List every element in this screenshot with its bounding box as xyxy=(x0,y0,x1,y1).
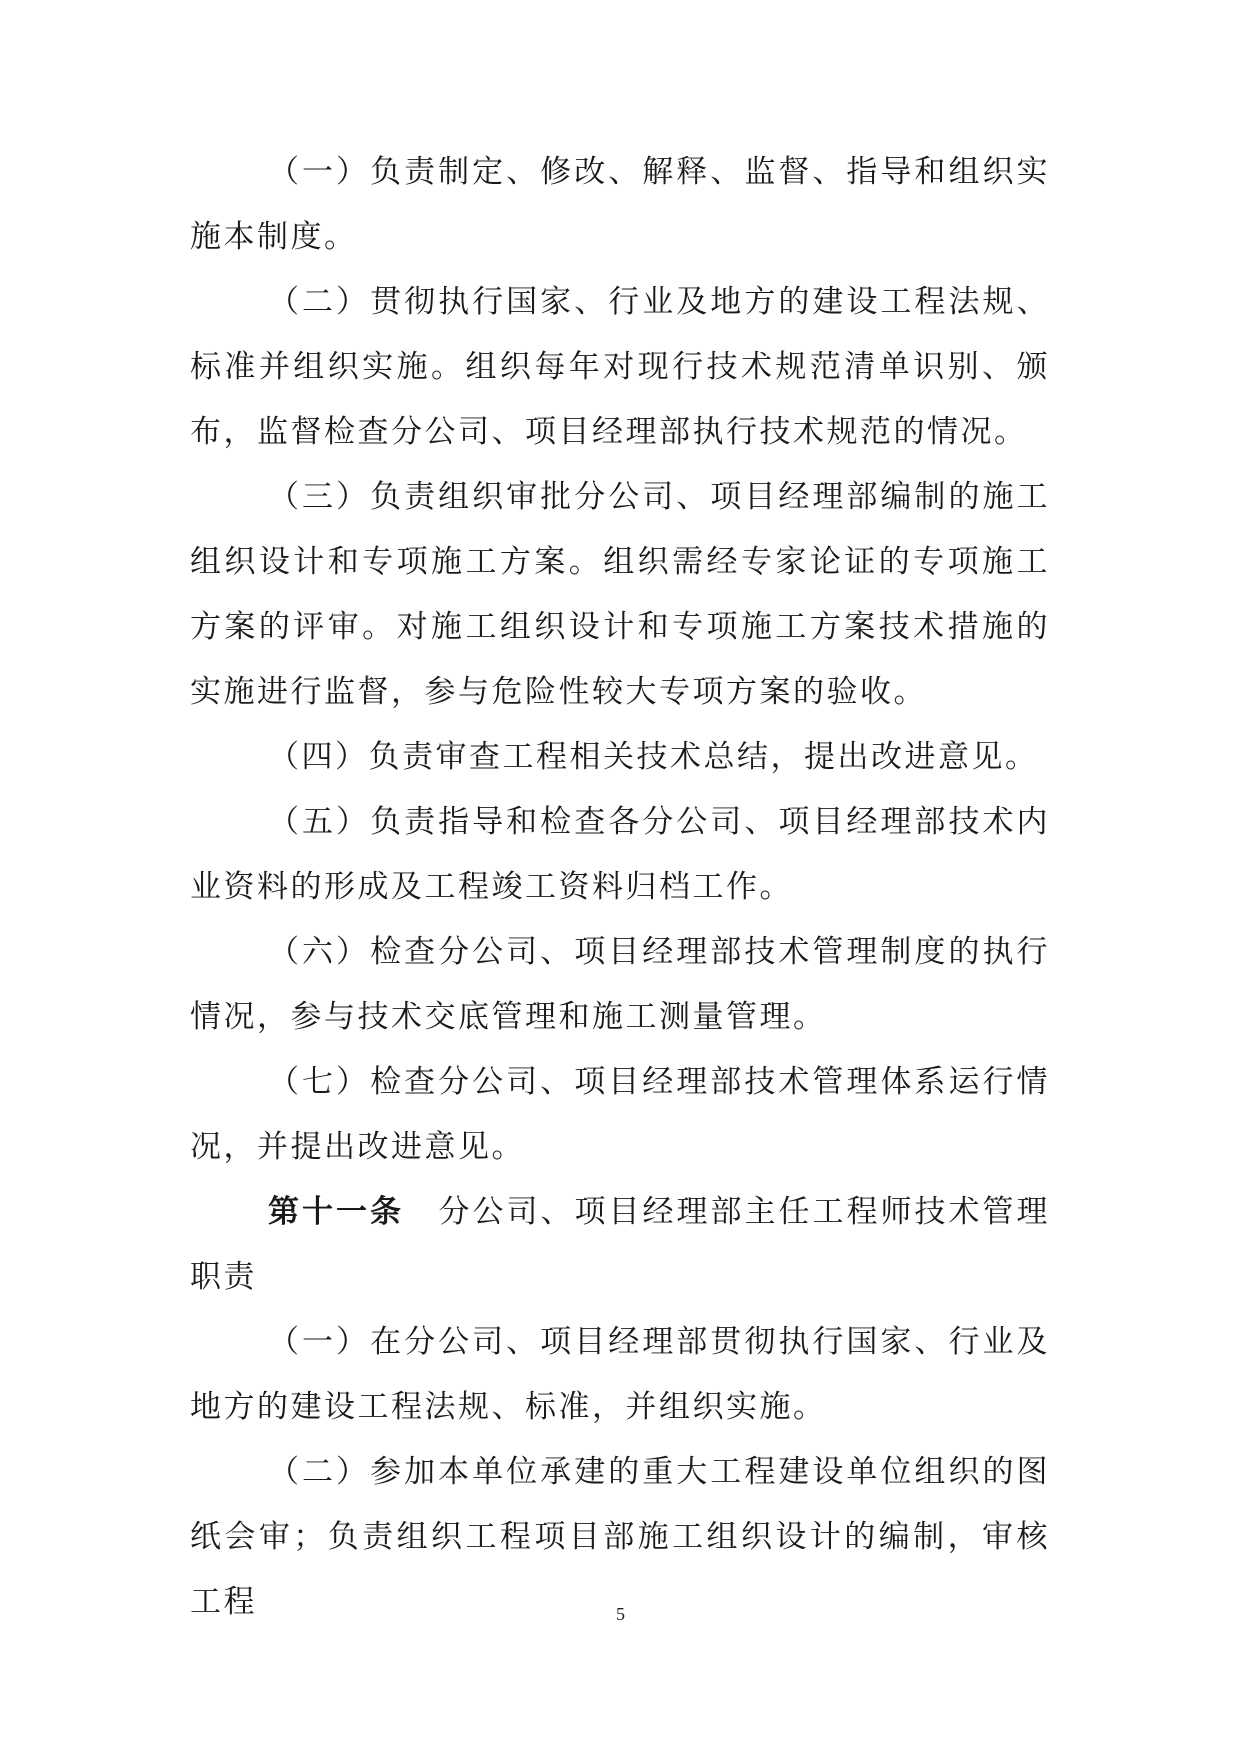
article-title: 分公司、项目经理部主任工程师技术管理职责 xyxy=(190,1194,1050,1295)
duty-item-2: （二）贯彻执行国家、行业及地方的建设工程法规、标准并组织实施。组织每年对现行技术规范清单识别、颁布，监督检查分公司、项目经理部执行技术规范的情况。 xyxy=(190,284,1050,450)
duty-item-7: （七）检查分公司、项目经理部技术管理体系运行情况，并提出改进意见。 xyxy=(190,1064,1050,1165)
article-item-1: （一）在分公司、项目经理部贯彻执行国家、行业及地方的建设工程法规、标准，并组织实施。 xyxy=(190,1324,1050,1425)
article-number: 第十一条 xyxy=(268,1194,404,1230)
article-item-2: （二）参加本单位承建的重大工程建设单位组织的图纸会审；负责组织工程项目部施工组织设计的编制，审核工程 xyxy=(190,1454,1050,1620)
duty-item-6: （六）检查分公司、项目经理部技术管理制度的执行情况，参与技术交底管理和施工测量管理。 xyxy=(190,934,1050,1035)
article-eleven xyxy=(190,1180,1050,1310)
duty-item-4: （四）负责审查工程相关技术总结，提出改进意见。 xyxy=(268,739,1039,775)
page-number: 5 xyxy=(616,1604,625,1624)
duty-item-5: （五）负责指导和检查各分公司、项目经理部技术内业资料的形成及工程竣工资料归档工作。 xyxy=(190,804,1050,905)
duty-item-3: （三）负责组织审批分公司、项目经理部编制的施工组织设计和专项施工方案。组织需经专家论证的专项施工方案的评审。对施工组织设计和专项施工方案技术措施的实施进行监督，参与危险性较大专项方案的验收。 xyxy=(190,479,1050,710)
document-page xyxy=(190,140,1050,1635)
duty-item-1: （一）负责制定、修改、解释、监督、指导和组织实施本制度。 xyxy=(190,154,1050,255)
